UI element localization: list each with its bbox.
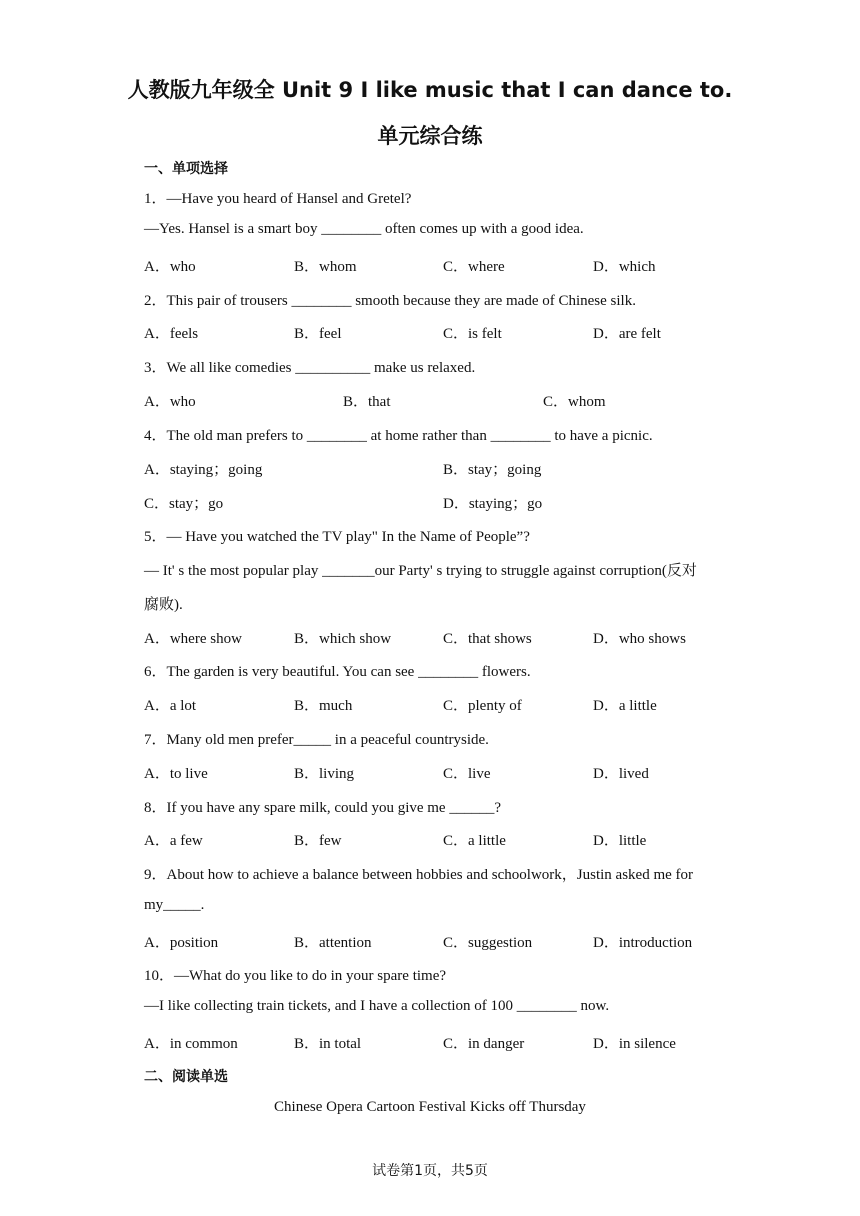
question-10-line-2: —I like collecting train tickets, and I have a collection of 100 ________ now. [144,998,610,1014]
q5-option-b: B．which show [294,631,392,647]
question-5-line-3: 腐败). [144,597,183,613]
q6-option-d: D．a little [593,698,657,714]
q4-option-c: C．stay；go [144,496,224,512]
q2-option-c: C．is felt [443,326,502,342]
question-9-line-1: 9．About how to achieve a balance between hobbies and schoolwork，Justin asked me for [144,867,694,883]
q1-option-c: C．where [443,259,505,275]
q8-option-d: D．little [593,833,647,849]
q4-option-a: A．staying；going [144,462,263,478]
q10-option-b: B．in total [294,1036,362,1052]
q1-option-a: A．who [144,259,196,275]
question-6-line-1: 6．The garden is very beautiful. You can see ________ flowers. [144,664,531,680]
q6-option-a: A．a lot [144,698,197,714]
question-4-line-1: 4．The old man prefers to ________ at home rather than ________ to have a picnic. [144,428,653,444]
question-10-line-1: 10．—What do you like to do in your spare time? [144,968,447,984]
page-footer: 试卷第1页，共5页 [372,1163,488,1179]
q10-option-d: D．in silence [593,1036,676,1052]
q9-option-b: B．attention [294,935,372,951]
q5-option-c: C．that shows [443,631,532,647]
question-8-line-1: 8．If you have any spare milk, could you give me ______? [144,800,501,816]
q2-option-d: D．are felt [593,326,661,342]
q8-option-a: A．a few [144,833,203,849]
q7-option-a: A．to live [144,766,208,782]
q10-option-a: A．in common [144,1036,238,1052]
q3-option-c: C．whom [543,394,606,410]
q2-option-a: A．feels [144,326,199,342]
question-5-line-1: 5．— Have you watched the TV play" In the Name of People”? [144,529,530,545]
q2-option-b: B．feel [294,326,342,342]
q5-option-a: A．where show [144,631,242,647]
q10-option-c: C．in danger [443,1036,525,1052]
question-3-line-1: 3．We all like comedies __________ make us relaxed. [144,360,476,376]
q7-option-b: B．living [294,766,355,782]
q1-option-b: B．whom [294,259,357,275]
q5-option-d: D．who shows [593,631,686,647]
q9-option-a: A．position [144,935,219,951]
question-1-line-1: 1．—Have you heard of Hansel and Gretel? [144,191,412,207]
q9-option-d: D．introduction [593,935,693,951]
title-line-1: 人教版九年级全 Unit 9 I like music that I can dance to. [127,78,733,102]
question-2-line-1: 2．This pair of trousers ________ smooth because they are made of Chinese silk. [144,293,636,309]
question-9-line-2: my_____. [144,897,205,913]
question-1-line-2: —Yes. Hansel is a smart boy ________ often comes up with a good idea. [144,221,584,237]
q7-option-d: D．lived [593,766,649,782]
q1-option-d: D．which [593,259,656,275]
question-5-line-2: — It' s the most popular play _______our Party' s trying to struggle against corruption(反对 [144,563,697,579]
question-7-line-1: 7．Many old men prefer_____ in a peaceful countryside. [144,732,489,748]
reading-passage-title: Chinese Opera Cartoon Festival Kicks off Thursday [274,1099,586,1115]
q7-option-c: C．live [443,766,491,782]
q8-option-c: C．a little [443,833,506,849]
q3-option-b: B．that [343,394,391,410]
q6-option-b: B．much [294,698,353,714]
q6-option-c: C．plenty of [443,698,522,714]
section-heading-choice: 一、单项选择 [144,161,228,177]
q4-option-b: B．stay；going [443,462,542,478]
title-line-2: 单元综合练 [377,124,483,148]
q4-option-d: D．staying；go [443,496,543,512]
q8-option-b: B．few [294,833,342,849]
q9-option-c: C．suggestion [443,935,533,951]
q3-option-a: A．who [144,394,196,410]
section-heading-reading: 二、阅读单选 [144,1069,228,1085]
